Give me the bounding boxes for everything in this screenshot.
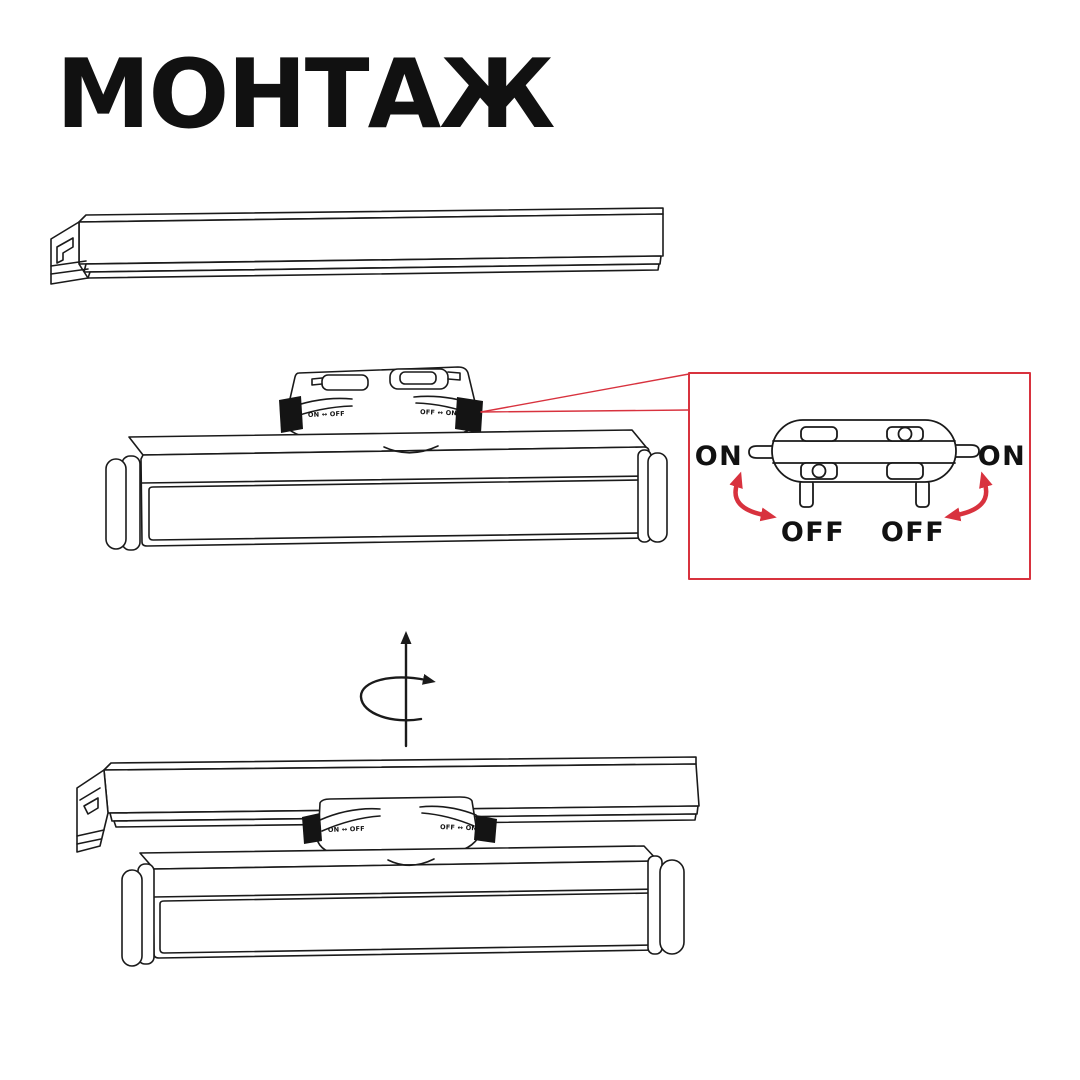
fixture-endcap-left	[106, 459, 126, 549]
fixture-with-adapter	[106, 367, 667, 550]
detail-on-left-label: ON	[694, 441, 744, 472]
adapter-side-stub-left	[749, 446, 774, 458]
callout-line-lower	[481, 410, 689, 412]
detail-off-left-label: OFF	[780, 517, 846, 548]
adapter-contact-tab-left	[279, 396, 303, 433]
fixture-lens-panel	[160, 893, 657, 953]
track-rail-top	[51, 208, 663, 284]
adapter-cam-lock-left	[322, 375, 368, 390]
adapter-contact-tab-right	[455, 397, 483, 433]
fixture-lens-panel	[149, 480, 645, 540]
fixture-endcap-right	[648, 453, 667, 542]
adapter-stadium-outline	[772, 420, 956, 482]
fixture-endcap-right	[660, 860, 684, 954]
adapter-cam-tab	[801, 427, 837, 441]
fixture-endcap-left	[122, 870, 142, 966]
adapter-cam-tab	[887, 427, 923, 441]
page-title: МОНТАЖ	[56, 40, 554, 150]
adapter-contact-tab-left	[302, 813, 322, 844]
adapter-pin-left	[800, 480, 813, 507]
adapter-switch-label-right: OFF ↔ ON	[419, 408, 458, 418]
detail-off-right-label: OFF	[880, 517, 946, 548]
detail-on-right-label: ON	[977, 441, 1027, 472]
callout-line-upper	[481, 374, 689, 412]
adapter-switch-label-left: ON ↔ OFF	[307, 409, 346, 419]
adapter-cam-tab	[887, 463, 923, 479]
adapter-pin-right	[916, 480, 929, 507]
rotation-axis-symbol	[361, 641, 426, 746]
adapter-contact-tab-right	[474, 815, 497, 843]
axis-swirl-arrow	[361, 677, 426, 720]
adapter-switch-label-right: OFF ↔ ON	[439, 823, 478, 833]
mounted-assembly	[77, 757, 699, 966]
adapter-side-stub-right	[954, 445, 979, 457]
adapter-switch-label-left: ON ↔ OFF	[327, 824, 366, 834]
